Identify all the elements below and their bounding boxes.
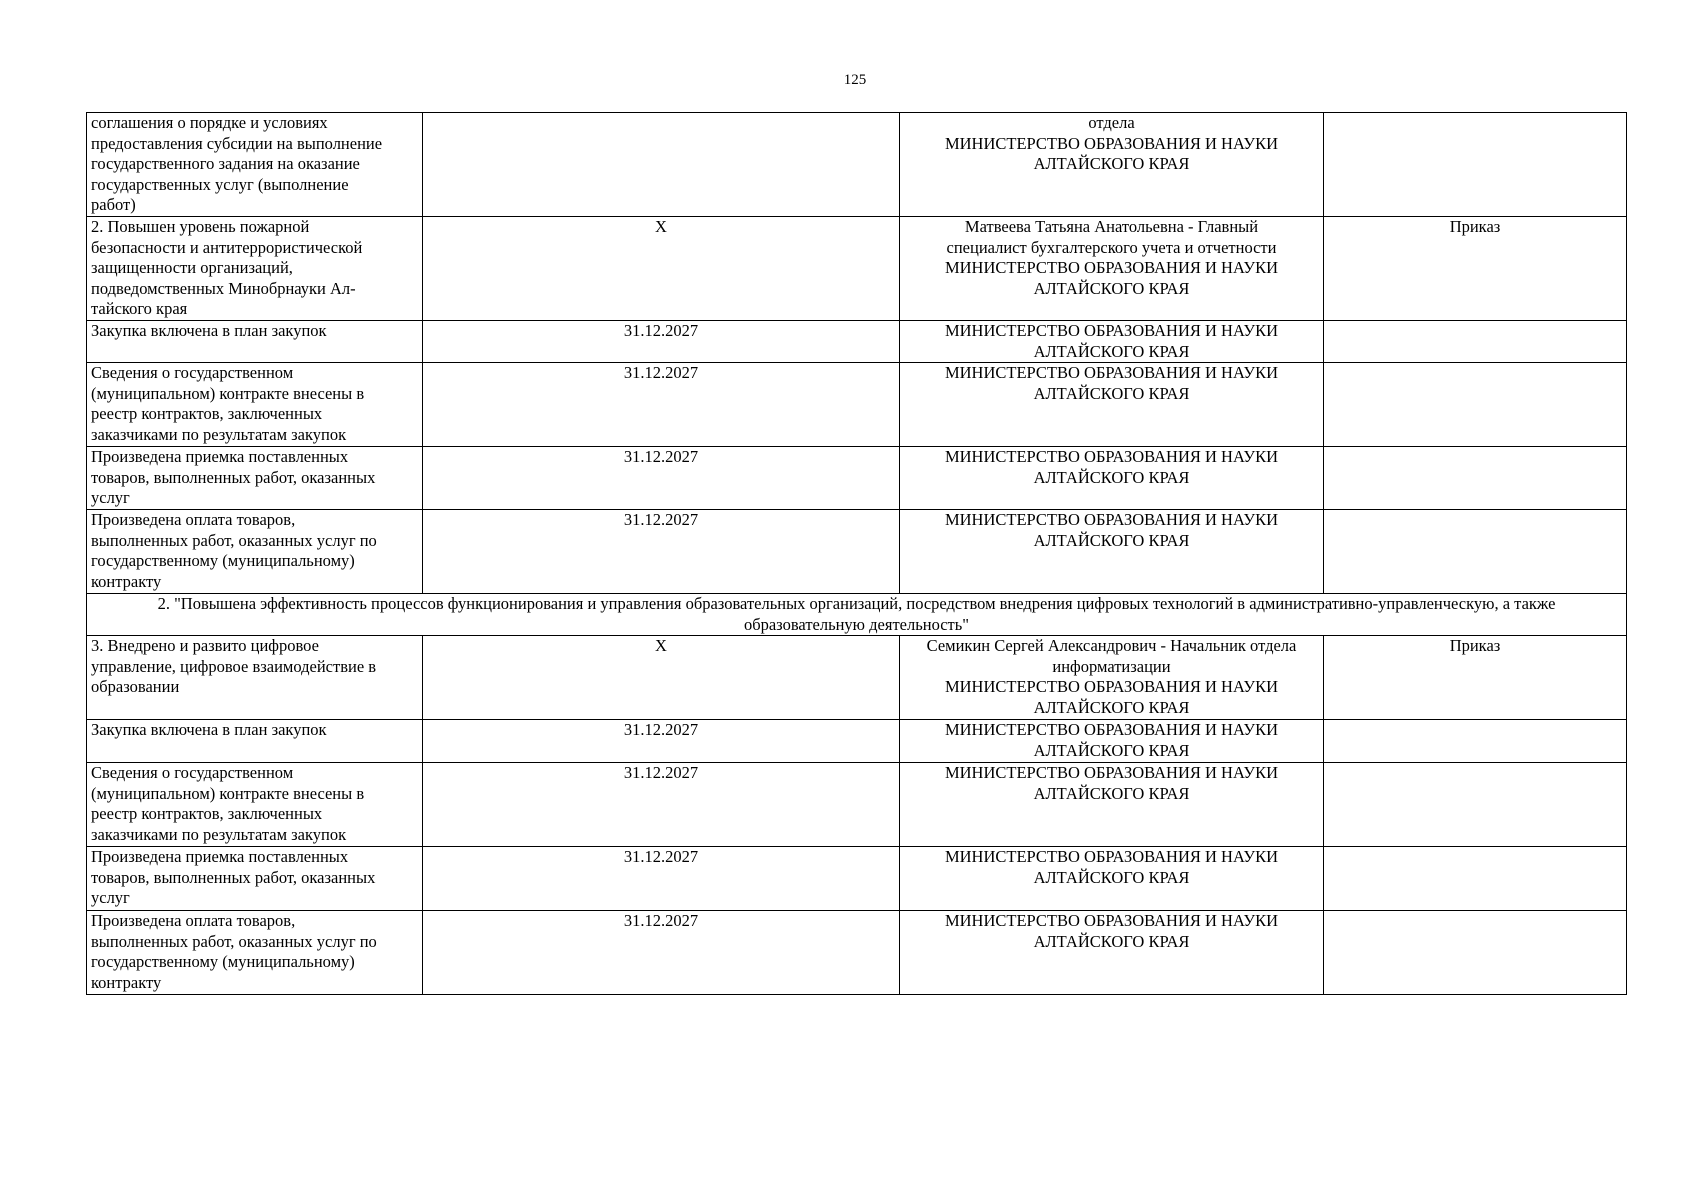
cell-document: Приказ: [1324, 217, 1627, 321]
cell-date: 31.12.2027: [423, 363, 900, 447]
control-points-table: [86, 112, 1627, 995]
cell-event-name: Произведена оплата товаров, выполненных работ, оказанных услуг по государственному (муниципальному) контракту: [87, 911, 423, 995]
cell-event-name: 3. Внедрено и развито цифровое управление, цифровое взаимодействие в образовании: [87, 636, 423, 720]
table-row: [87, 847, 1627, 911]
table-row: [87, 911, 1627, 995]
cell-event-name: Произведена оплата товаров, выполненных работ, оказанных услуг по государственному (муниципальному) контракту: [87, 510, 423, 594]
table-row: [87, 217, 1627, 321]
table-row: [87, 113, 1627, 217]
table-body: [87, 113, 1627, 995]
cell-responsible: МИНИСТЕРСТВО ОБРАЗОВАНИЯ И НАУКИ АЛТАЙСКОГО КРАЯ: [900, 447, 1324, 510]
cell-date: 31.12.2027: [423, 510, 900, 594]
cell-date: 31.12.2027: [423, 447, 900, 510]
cell-responsible: Семикин Сергей Александрович - Начальник отдела информатизации МИНИСТЕРСТВО ОБРАЗОВАНИЯ И НАУКИ АЛТАЙСКОГО КРАЯ: [900, 636, 1324, 720]
cell-date: Х: [423, 636, 900, 720]
table-row: [87, 447, 1627, 510]
cell-responsible: МИНИСТЕРСТВО ОБРАЗОВАНИЯ И НАУКИ АЛТАЙСКОГО КРАЯ: [900, 847, 1324, 911]
cell-date: 31.12.2027: [423, 720, 900, 763]
cell-event-name: Произведена приемка поставленных товаров, выполненных работ, оказанных услуг: [87, 447, 423, 510]
cell-event-name: Закупка включена в план закупок: [87, 321, 423, 363]
page-number: 125: [843, 72, 867, 88]
cell-event-name: Сведения о государственном (муниципальном) контракте внесены в реестр контрактов, заключенных заказчиками по результатам закупок: [87, 763, 423, 847]
cell-responsible: МИНИСТЕРСТВО ОБРАЗОВАНИЯ И НАУКИ АЛТАЙСКОГО КРАЯ: [900, 911, 1324, 995]
cell-document: Приказ: [1324, 636, 1627, 720]
cell-document: [1324, 447, 1627, 510]
cell-date: [423, 113, 900, 217]
cell-document: [1324, 510, 1627, 594]
cell-responsible: Матвеева Татьяна Анатольевна - Главный специалист бухгалтерского учета и отчетности МИНИСТЕРСТВО ОБРАЗОВАНИЯ И НАУКИ АЛТАЙСКОГО КРАЯ: [900, 217, 1324, 321]
table-row: [87, 636, 1627, 720]
cell-responsible: МИНИСТЕРСТВО ОБРАЗОВАНИЯ И НАУКИ АЛТАЙСКОГО КРАЯ: [900, 763, 1324, 847]
table-row: [87, 510, 1627, 594]
table-row: [87, 763, 1627, 847]
cell-event-name: соглашения о порядке и условиях предоставления субсидии на выполнение государственного задания на оказание государственных услуг (выполнение работ): [87, 113, 423, 217]
cell-responsible: отдела МИНИСТЕРСТВО ОБРАЗОВАНИЯ И НАУКИ АЛТАЙСКОГО КРАЯ: [900, 113, 1324, 217]
cell-responsible: МИНИСТЕРСТВО ОБРАЗОВАНИЯ И НАУКИ АЛТАЙСКОГО КРАЯ: [900, 321, 1324, 363]
cell-document: [1324, 363, 1627, 447]
cell-date: Х: [423, 217, 900, 321]
cell-event-name: Произведена приемка поставленных товаров, выполненных работ, оказанных услуг: [87, 847, 423, 911]
cell-event-name: Закупка включена в план закупок: [87, 720, 423, 763]
cell-document: [1324, 911, 1627, 995]
cell-responsible: МИНИСТЕРСТВО ОБРАЗОВАНИЯ И НАУКИ АЛТАЙСКОГО КРАЯ: [900, 363, 1324, 447]
table-row: [87, 720, 1627, 763]
cell-date: 31.12.2027: [423, 321, 900, 363]
cell-document: [1324, 847, 1627, 911]
cell-document: [1324, 321, 1627, 363]
cell-date: 31.12.2027: [423, 847, 900, 911]
cell-event-name: Сведения о государственном (муниципальном) контракте внесены в реестр контрактов, заключенных заказчиками по результатам закупок: [87, 363, 423, 447]
cell-event-name: 2. Повышен уровень пожарной безопасности и антитеррористической защищенности организаций, подведомственных Минобрнауки Ал- тайского края: [87, 217, 423, 321]
cell-date: 31.12.2027: [423, 763, 900, 847]
cell-document: [1324, 763, 1627, 847]
cell-date: 31.12.2027: [423, 911, 900, 995]
cell-responsible: МИНИСТЕРСТВО ОБРАЗОВАНИЯ И НАУКИ АЛТАЙСКОГО КРАЯ: [900, 510, 1324, 594]
table-row: [87, 363, 1627, 447]
section-row: [87, 594, 1627, 636]
cell-responsible: МИНИСТЕРСТВО ОБРАЗОВАНИЯ И НАУКИ АЛТАЙСКОГО КРАЯ: [900, 720, 1324, 763]
section-heading: 2. "Повышена эффективность процессов функционирования и управления образовательных организаций, посредством внедрения цифровых технологий в административно-управленческую, а также образовательную деятельность": [87, 594, 1627, 636]
cell-document: [1324, 113, 1627, 217]
cell-document: [1324, 720, 1627, 763]
table-row: [87, 321, 1627, 363]
